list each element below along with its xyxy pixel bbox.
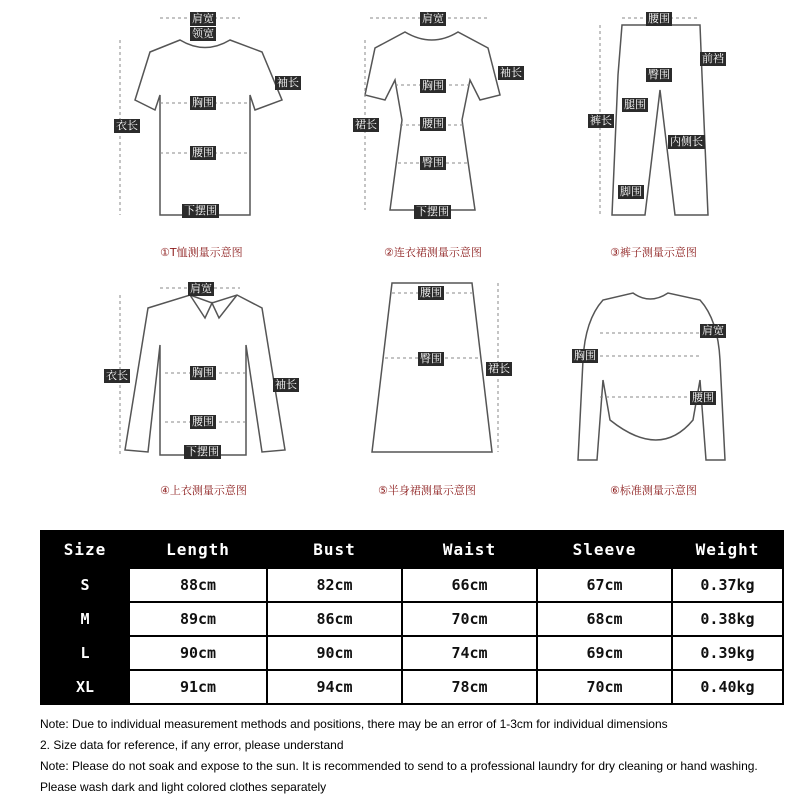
header-sleeve: Sleeve [537,531,672,568]
weight-cell: 0.37kg [672,568,783,602]
notes-section [40,714,790,798]
body-shoulder-tag: 肩宽 [702,324,724,337]
jacket-shoulder-tag: 肩宽 [190,282,212,295]
body-waist-tag: 腰围 [692,391,714,404]
tshirt-length-tag: 衣长 [116,119,138,132]
skirt-caption: ⑤半身裙测量示意图 [378,484,476,497]
dress-hem-tag: 下摆围 [416,205,449,218]
pants-rise-tag: 前裆 [702,52,724,65]
body-caption: ⑥标准测量示意图 [610,484,697,497]
weight-cell: 0.39kg [672,636,783,670]
note-line: Note: Please do not soak and expose to the sun. It is recommended to send to a professional laundry for dry cleaning or hand washing. [40,759,758,773]
table-row [41,568,783,602]
length-cell: 91cm [129,670,267,704]
bust-cell: 94cm [267,670,402,704]
table-row [41,670,783,704]
bust-cell: 82cm [267,568,402,602]
dress-caption: ②连衣裙测量示意图 [384,246,482,259]
dress-waist-tag: 腰围 [422,117,444,130]
body-outline [578,293,725,460]
bust-cell: 86cm [267,602,402,636]
waist-cell: 74cm [402,636,537,670]
jacket-caption: ④上衣测量示意图 [160,484,247,497]
tshirt-sleeve-tag: 袖长 [277,76,299,89]
tshirt-shoulder-tag: 肩宽 [192,12,214,25]
size-cell: L [41,636,129,670]
dress-length-tag: 裙长 [355,118,377,131]
skirt-outline [372,283,492,452]
size-chart-table [40,530,784,705]
tshirt-hem-tag: 下摆围 [184,204,217,217]
dress-hip-tag: 臀围 [422,156,444,169]
size-cell: XL [41,670,129,704]
skirt-waist-tag: 腰围 [420,286,442,299]
length-cell: 88cm [129,568,267,602]
length-cell: 90cm [129,636,267,670]
skirt-length-tag: 裙长 [488,362,510,375]
jacket-length-tag: 衣长 [106,369,128,382]
tshirt-caption: ①T恤测量示意图 [160,246,243,259]
dress-shoulder-tag: 肩宽 [422,12,444,25]
header-waist: Waist [402,531,537,568]
bust-cell: 90cm [267,636,402,670]
tshirt-bust-tag: 胸围 [192,96,214,109]
weight-cell: 0.40kg [672,670,783,704]
dress-sleeve-tag: 袖长 [500,66,522,79]
header-size: Size [41,531,129,568]
sleeve-cell: 70cm [537,670,672,704]
table-row [41,636,783,670]
waist-cell: 70cm [402,602,537,636]
sleeve-cell: 68cm [537,602,672,636]
table-row [41,602,783,636]
sleeve-cell: 67cm [537,568,672,602]
body-bust-tag: 胸围 [574,349,596,362]
note-line: Note: Due to individual measurement methods and positions, there may be an error of 1-3cm for individual dimensions [40,717,668,731]
pants-ankle-tag: 脚围 [620,185,642,198]
note-line: Please wash dark and light colored clothes separately [40,780,327,794]
table-header-row [41,531,783,568]
sleeve-cell: 69cm [537,636,672,670]
header-length: Length [129,531,267,568]
pants-waist-tag: 腰围 [648,12,670,25]
jacket-sleeve-tag: 袖长 [275,378,297,391]
waist-cell: 66cm [402,568,537,602]
tshirt-collar-tag: 领宽 [192,27,214,40]
jacket-waist-tag: 腰围 [192,415,214,428]
skirt-hip-tag: 臀围 [420,352,442,365]
jacket-bust-tag: 胸围 [192,366,214,379]
pants-inseam-tag: 内侧长 [670,135,703,148]
pants-length-tag: 裤长 [590,114,612,127]
pants-caption: ③裤子测量示意图 [610,246,697,259]
pants-hip-tag: 臀围 [648,68,670,81]
jacket-hem-tag: 下摆围 [186,445,219,458]
header-bust: Bust [267,531,402,568]
note-line: 2. Size data for reference, if any error, please understand [40,738,344,752]
pants-thigh-tag: 腿围 [624,98,646,111]
tshirt-outline [135,40,282,215]
length-cell: 89cm [129,602,267,636]
tshirt-waist-tag: 腰围 [192,146,214,159]
waist-cell: 78cm [402,670,537,704]
weight-cell: 0.38kg [672,602,783,636]
header-weight: Weight [672,531,783,568]
dress-bust-tag: 胸围 [422,79,444,92]
size-cell: M [41,602,129,636]
size-cell: S [41,568,129,602]
